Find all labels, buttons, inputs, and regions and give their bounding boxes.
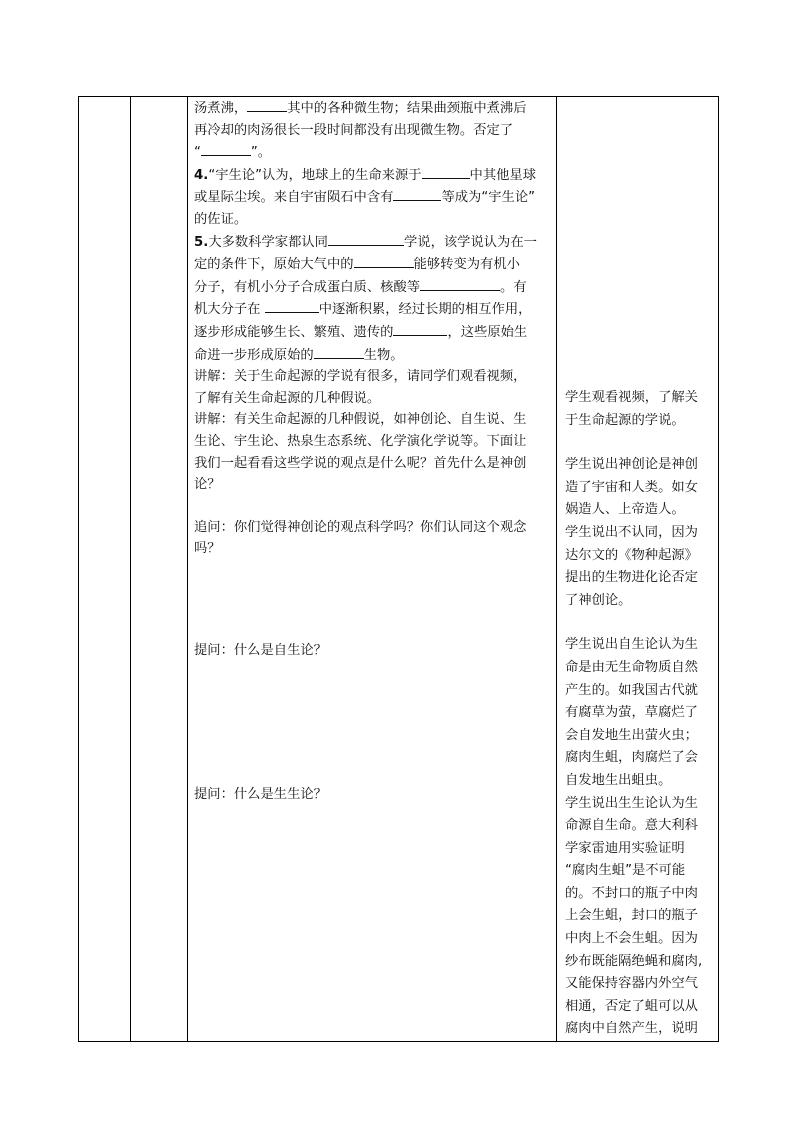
text-line — [194, 141, 552, 164]
text-line: 提问：什么是生生论？ — [194, 787, 327, 803]
text-line: 生论、宇生论、热泉生态系统、化学演化学说等。下面让 — [194, 433, 527, 449]
text-line: 的佐证。 — [194, 211, 248, 227]
text-line: 相通，否定了蛆可以从 — [565, 998, 698, 1014]
text-line: 命源自生命。意大利科 — [565, 818, 698, 834]
fill-blank — [265, 298, 319, 313]
text-line: 我们一起看看这些学说的观点是什么呢？首先什么是神创 — [194, 455, 527, 471]
fill-blank — [393, 186, 441, 201]
text-line: 学生说出神创论是神创 — [565, 457, 698, 473]
text-line: 再冷却的肉汤很长一段时间都没有出现微生物。否定了 — [194, 122, 514, 138]
text-line — [194, 97, 552, 120]
text-line: 学家雷迪用实验证明 — [565, 840, 685, 856]
text-line — [194, 344, 552, 367]
fill-blank — [393, 321, 447, 336]
text-span: 其中的各种微生物；结果曲颈瓶中煮沸后 — [287, 101, 527, 116]
text-line: 命是由无生命物质自然 — [565, 659, 698, 675]
text-span: 中其他星球 — [469, 167, 537, 183]
text-line: 学生说出不认同，因为 — [565, 524, 698, 540]
text-line: 中肉上不会生蛆。因为 — [565, 931, 698, 947]
text-line: 讲解：有关生命起源的几种假说，如神创论、自生说、生 — [194, 412, 527, 428]
text-line: 论？ — [194, 477, 221, 493]
lesson-plan-table — [78, 96, 719, 1042]
text-span: 等成为“宇生论” — [441, 190, 536, 206]
text-span: 大多数科学家都认同 — [208, 234, 328, 250]
text-span: 命进一步形成原始的 — [194, 347, 314, 363]
text-line: 于生命起源的学说。 — [565, 412, 685, 428]
text-span: 分子，有机小分子合成蛋白质、核酸等 — [194, 279, 421, 295]
text-span: 中逐渐积累，经过长期的相互作用， — [318, 302, 532, 318]
content-column-cell — [131, 97, 188, 1042]
text-span: 学说，该学说认为在一 — [403, 234, 537, 250]
text-span: “宇生论”认为，地球上的生命来源于 — [208, 167, 422, 183]
text-span: ”。 — [250, 145, 272, 161]
text-line: 了神创论。 — [565, 592, 632, 608]
text-line — [194, 164, 552, 187]
text-line — [194, 186, 552, 209]
fill-blank — [328, 231, 404, 246]
table-row — [79, 97, 719, 1042]
fill-blank — [422, 164, 470, 179]
text-line: 又能保持容器内外空气 — [565, 976, 698, 992]
text-line: 学生说出自生论认为生 — [565, 637, 698, 653]
text-line: 自发地生出蛆虫。 — [565, 772, 672, 788]
student-activity-cell — [557, 97, 719, 1042]
text-span: “ — [194, 145, 201, 161]
text-span: 或星际尘埃。来自宇宙陨石中含有 — [194, 190, 394, 206]
fill-blank — [420, 276, 500, 291]
teacher-activity-cell — [188, 97, 557, 1042]
question-number: 5. — [194, 234, 209, 250]
text-line: 娲造人、上帝造人。 — [565, 502, 685, 518]
text-line: 达尔文的《物种起源》 — [565, 547, 698, 563]
text-line: 追问：你们觉得神创论的观点科学吗？你们认同这个观念 — [194, 519, 527, 535]
text-line: 产生的。如我国古代就 — [565, 682, 698, 698]
text-line: 有腐草为萤，草腐烂了 — [565, 705, 698, 721]
text-span: 汤煮沸， — [194, 101, 248, 116]
text-line: 提问：什么是自生论？ — [194, 642, 327, 658]
fill-blank — [314, 344, 364, 359]
text-line: 造了宇宙和人类。如女 — [565, 479, 698, 495]
text-line: 腐肉中自然产生，说明 — [565, 1021, 698, 1037]
text-line: 的。不封口的瓶子中肉 — [565, 885, 698, 901]
text-line: 讲解：关于生命起源的学说有很多，请同学们观看视频， — [194, 369, 527, 385]
stage-column-cell — [79, 97, 131, 1042]
text-span: 机大分子在 — [194, 302, 265, 318]
text-line: 学生说出生生论认为生 — [565, 795, 698, 811]
text-span: 生物。 — [363, 347, 404, 363]
question-number: 4. — [194, 167, 209, 183]
fill-blank — [247, 97, 287, 112]
text-line — [194, 253, 552, 276]
fill-blank — [201, 141, 251, 156]
text-line — [194, 321, 552, 344]
text-line: 吗？ — [194, 541, 221, 557]
text-line: 学生观看视频，了解关 — [565, 390, 698, 405]
text-line: 提出的生物进化论否定 — [565, 570, 698, 586]
text-line: 腐肉生蛆，肉腐烂了会 — [565, 750, 698, 766]
text-span: 逐步形成能够生长、繁殖、遗传的 — [194, 324, 394, 340]
text-line: 上会生蛆，封口的瓶子 — [565, 908, 698, 924]
text-line — [194, 298, 552, 321]
text-span: 定的条件下，原始大气中的 — [194, 257, 354, 273]
text-span: 能够转变为有机小 — [413, 257, 520, 273]
text-line: 会自发地生出萤火虫； — [565, 727, 698, 743]
fill-blank — [354, 253, 414, 268]
text-line: 了解有关生命起源的几种假说。 — [194, 390, 381, 406]
text-line — [194, 276, 552, 299]
text-span: 。有 — [500, 279, 527, 295]
text-line — [194, 231, 552, 254]
text-line: 纱布既能隔绝蝇和腐肉, — [565, 953, 703, 969]
text-line: “腐肉生蛆”是不可能 — [565, 863, 686, 879]
text-span: ，这些原始生 — [447, 324, 528, 340]
